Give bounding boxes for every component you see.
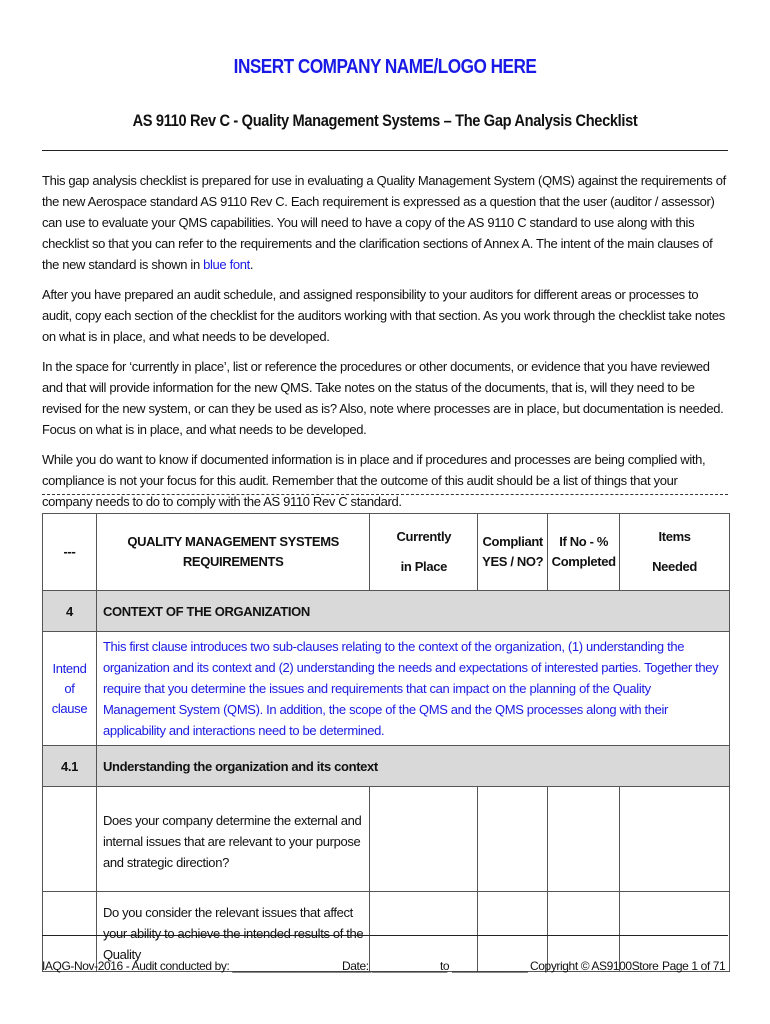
intro-paragraph-1-end: . [249,257,254,272]
intent-row [43,632,730,746]
section-number: 4.1 [43,746,97,787]
section-title: CONTEXT OF THE ORGANIZATION [96,591,729,632]
if-no-percent-cell[interactable] [548,787,620,892]
blue-font-note: blue font [203,257,250,272]
intro-paragraph-2: After you have prepared an audit schedule, and assigned responsibility to your auditors for different areas or processes to audit, copy each section of the checklist for the auditors working with that section. As you work through the checklist take notes on what is in place, and what needs to be developed. [42,287,725,344]
compliant-cell[interactable] [478,787,548,892]
col-header-items-needed: Items Needed [620,514,730,591]
footer-copyright: Copyright © AS9100Store [530,959,659,973]
section-row-4-1 [43,746,730,787]
section-row-4 [43,591,730,632]
intent-label: Intend of clause [43,632,97,746]
intro-paragraph-1-text: This gap analysis checklist is prepared for use in evaluating a Quality Management System (QMS) against the requirements of the new Aerospace standard AS 9110 Rev C. Each requirement is expressed as a question that the user (auditor / assessor) can use to evaluate your QMS capabilities. You will need to have a copy of the AS 9110 C standard to use along with this checklist so that you can refer to the requirements and the clarification sections of Annex A. The intent of the main clauses of the new standard is shown in [42,173,726,272]
col-header-number: --- [43,514,97,591]
col-header-requirements: QUALITY MANAGEMENT SYSTEMS REQUIREMENTS [96,514,369,591]
table-row [43,787,730,892]
document-title: AS 9110 Rev C - Quality Management Systems – The Gap Analysis Checklist [132,111,638,130]
col-header-compliant: Compliant YES / NO? [478,514,548,591]
question-text: Does your company determine the external and internal issues that are relevant to your purpose and strategic direction? [96,787,369,892]
intro-paragraph-3: In the space for ‘currently in place’, list or reference the procedures or other documents, or evidence that you have reviewed and that will provide information for the new QMS. Take notes on the status of the documents, that is, will they need to be revised for the new system, or can they be used as is? Also, note where processes are in place, but documentation is needed. Focus on what is in place, and what needs to be developed. [42,359,724,437]
footer-audit-conducted-by: IAQG-Nov-2016 - Audit conducted by: ______________________ [42,959,371,973]
items-needed-cell[interactable] [620,787,730,892]
col-header-currently-in-place: Currently in Place [370,514,478,591]
footer-date: Date: ____________ [342,959,447,973]
question-number-cell [43,787,97,892]
col-header-if-no-percent: If No - % Completed [548,514,620,591]
intro-paragraph-1 [42,170,728,275]
company-name-placeholder: INSERT COMPANY NAME/LOGO HERE [233,56,537,78]
question-text: Do you consider the relevant issues that affect your ability to achieve the intended results of the Quality [96,892,369,972]
dashed-divider [42,494,728,495]
header-divider [42,150,728,151]
intro-text [42,170,728,521]
intent-text: This first clause introduces two sub-clauses relating to the context of the organization, (1) understanding the organization and its context and (2) understanding the needs and expectations of interested parties. Together they require that you determine the issues and requirements that can impact on the planning of the Quality Management System (QMS). In addition, the scope of the QMS and the QMS processes along with their applicability and interactions need to be determined. [96,632,729,746]
table-header-row [43,514,730,591]
intro-paragraph-4: While you do want to know if documented information is in place and if procedures and processes are being complied with, compliance is not your focus for this audit. Remember that the outcome of this audit should be a list of things that your company needs to do to comply with the AS 9110 Rev C standard. [42,452,706,509]
section-title: Understanding the organization and its context [96,746,729,787]
currently-in-place-cell[interactable] [370,787,478,892]
footer-to: to ____________ [440,959,528,973]
checklist-table [42,513,730,972]
footer-page-number: Page 1 of 71 [662,959,726,973]
footer-divider [42,935,728,936]
section-number: 4 [43,591,97,632]
